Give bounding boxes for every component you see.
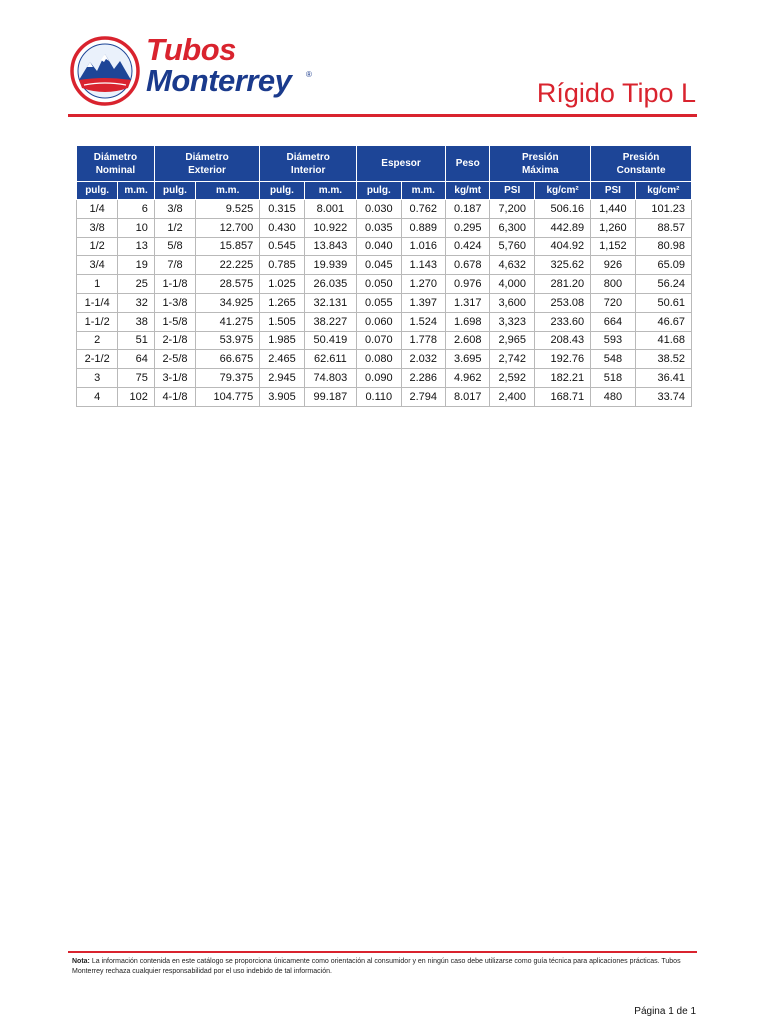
table-cell: 2 [77,331,118,350]
table-cell: 101.23 [635,200,691,219]
table-cell: 2.794 [401,387,445,406]
table-cell: 8.001 [304,200,356,219]
table-cell: 75 [118,369,155,388]
table-cell: 66.675 [196,350,260,369]
table-cell: 2.032 [401,350,445,369]
table-cell: 50.61 [635,293,691,312]
table-cell: 1.016 [401,237,445,256]
table-cell: 3 [77,369,118,388]
table-cell: 19 [118,256,155,275]
table-cell: 1.265 [260,293,304,312]
column-group-header [154,146,259,182]
table-cell: 0.060 [357,312,401,331]
table-cell: 3/8 [77,218,118,237]
table-row [77,331,692,350]
table-row [77,369,692,388]
table-cell: 253.08 [534,293,590,312]
table-cell: 2.286 [401,369,445,388]
table-cell: 13.843 [304,237,356,256]
table-cell: 3.695 [446,350,490,369]
table-cell: 13 [118,237,155,256]
table-cell: 1.143 [401,256,445,275]
table-cell: 5/8 [154,237,195,256]
table-cell: 1,260 [591,218,635,237]
table-cell: 0.785 [260,256,304,275]
table-cell: 0.030 [357,200,401,219]
table-row [77,350,692,369]
table-cell: 50.419 [304,331,356,350]
pipe-specifications-table [76,145,692,407]
unit-header: m.m. [304,182,356,200]
table-cell: 2,592 [490,369,534,388]
table-cell: 1.698 [446,312,490,331]
table-cell: 15.857 [196,237,260,256]
table-cell: 0.187 [446,200,490,219]
unit-header: pulg. [77,182,118,200]
table-cell: 34.925 [196,293,260,312]
table-cell: 0.040 [357,237,401,256]
table-cell: 442.89 [534,218,590,237]
table-cell: 1-1/4 [77,293,118,312]
table-cell: 74.803 [304,369,356,388]
table-cell: 2.608 [446,331,490,350]
table-cell: 2.945 [260,369,304,388]
brand-wordmark [146,34,291,97]
table-cell: 1/2 [77,237,118,256]
table-cell: 28.575 [196,275,260,294]
table-cell: 6 [118,200,155,219]
table-cell: 33.74 [635,387,691,406]
mountain-landscape-emblem-icon [70,36,140,106]
table-cell: 720 [591,293,635,312]
table-cell: 38 [118,312,155,331]
column-group-header-line1: Espesor [381,158,421,169]
page-number: Página 1 de 1 [634,1006,696,1017]
footer-divider [68,951,697,953]
table-cell: 2.465 [260,350,304,369]
table-units-header-row [77,182,692,200]
table-cell: 3/8 [154,200,195,219]
column-group-header-line2: Exterior [188,164,226,176]
note-label: Nota: [72,958,90,965]
table-cell: 4-1/8 [154,387,195,406]
table-cell: 5,760 [490,237,534,256]
table-cell: 2,400 [490,387,534,406]
table-cell: 104.775 [196,387,260,406]
table-cell: 518 [591,369,635,388]
table-cell: 8.017 [446,387,490,406]
table-cell: 22.225 [196,256,260,275]
table-cell: 0.889 [401,218,445,237]
table-cell: 1-5/8 [154,312,195,331]
table-cell: 4.962 [446,369,490,388]
column-group-header-line2: Máxima [521,164,559,176]
table-cell: 3,600 [490,293,534,312]
table-cell: 3/4 [77,256,118,275]
table-cell: 2-5/8 [154,350,195,369]
table-cell: 281.20 [534,275,590,294]
table-cell: 6,300 [490,218,534,237]
table-cell: 64 [118,350,155,369]
table-cell: 0.035 [357,218,401,237]
table-row [77,237,692,256]
table-cell: 41.275 [196,312,260,331]
column-group-header-line2: Constante [616,164,666,176]
unit-header: m.m. [196,182,260,200]
column-group-header [446,146,490,182]
table-row [77,275,692,294]
table-cell: 102 [118,387,155,406]
column-group-header [357,146,446,182]
column-group-header-line2: Interior [290,164,326,176]
table-cell: 62.611 [304,350,356,369]
table-row [77,312,692,331]
table-cell: 4,632 [490,256,534,275]
table-cell: 19.939 [304,256,356,275]
table-cell: 593 [591,331,635,350]
table-cell: 4 [77,387,118,406]
table-cell: 1 [77,275,118,294]
column-group-header [490,146,591,182]
table-cell: 10 [118,218,155,237]
unit-header: m.m. [401,182,445,200]
unit-header: kg/mt [446,182,490,200]
table-cell: 56.24 [635,275,691,294]
table-cell: 1.025 [260,275,304,294]
table-cell: 800 [591,275,635,294]
table-cell: 2,742 [490,350,534,369]
table-cell: 1.778 [401,331,445,350]
table-cell: 79.375 [196,369,260,388]
table-cell: 9.525 [196,200,260,219]
table-cell: 1/2 [154,218,195,237]
table-row [77,256,692,275]
table-cell: 926 [591,256,635,275]
table-body [77,200,692,407]
table-cell: 0.045 [357,256,401,275]
header-divider [68,114,697,117]
table-cell: 32.131 [304,293,356,312]
table-cell: 2-1/8 [154,331,195,350]
table-cell: 208.43 [534,331,590,350]
table-cell: 12.700 [196,218,260,237]
table-cell: 7,200 [490,200,534,219]
table-cell: 0.110 [357,387,401,406]
table-cell: 548 [591,350,635,369]
table-cell: 26.035 [304,275,356,294]
table-cell: 1.524 [401,312,445,331]
registered-mark: ® [306,70,312,79]
note-text: La información contenida en este catálogo se proporciona únicamente como orientación al consumidor y en ningún caso debe utilizarse como guía técnica para aplicaciones prácticas. Tubos Monterrey rechaza cualquier responsabilidad por el uso indebido de tal información. [72,958,681,975]
column-group-header-line1: Diámetro [286,151,330,163]
column-group-header [260,146,357,182]
table-group-header-row [77,146,692,182]
table-cell: 404.92 [534,237,590,256]
table-cell: 38.52 [635,350,691,369]
table-row [77,293,692,312]
table-cell: 0.295 [446,218,490,237]
table-cell: 0.545 [260,237,304,256]
table-cell: 2-1/2 [77,350,118,369]
brand-name-line1: Tubos [146,32,236,67]
table-cell: 36.41 [635,369,691,388]
column-group-header [591,146,692,182]
table-cell: 0.424 [446,237,490,256]
table-cell: 1.397 [401,293,445,312]
table-cell: 1-1/8 [154,275,195,294]
table-cell: 7/8 [154,256,195,275]
column-group-header-line1: Diámetro [93,151,138,163]
table-cell: 0.070 [357,331,401,350]
table-cell: 3-1/8 [154,369,195,388]
brand-name-line2: Monterrey [146,63,292,98]
table-cell: 1-3/8 [154,293,195,312]
disclaimer-note [72,957,697,976]
unit-header: kg/cm² [635,182,691,200]
column-group-header-line2: Nominal [95,164,136,176]
table-cell: 41.68 [635,331,691,350]
table-cell: 65.09 [635,256,691,275]
table-cell: 0.050 [357,275,401,294]
table-cell: 1.985 [260,331,304,350]
table-cell: 168.71 [534,387,590,406]
column-group-header-line1: Diámetro [185,151,229,163]
table-cell: 480 [591,387,635,406]
table-cell: 46.67 [635,312,691,331]
table-cell: 0.080 [357,350,401,369]
table-cell: 4,000 [490,275,534,294]
unit-header: kg/cm² [534,182,590,200]
product-title: Rígido Tipo L [536,78,696,108]
table-cell: 233.60 [534,312,590,331]
unit-header: pulg. [260,182,304,200]
table-row [77,387,692,406]
table-cell: 664 [591,312,635,331]
table-cell: 0.090 [357,369,401,388]
table-row [77,218,692,237]
table-cell: 53.975 [196,331,260,350]
table-cell: 80.98 [635,237,691,256]
table-cell: 0.976 [446,275,490,294]
table-cell: 1-1/2 [77,312,118,331]
table-cell: 2,965 [490,331,534,350]
column-group-header-line1: Presión [521,151,559,163]
table-cell: 99.187 [304,387,356,406]
table-cell: 1/4 [77,200,118,219]
table-cell: 0.315 [260,200,304,219]
table-cell: 3.905 [260,387,304,406]
unit-header: pulg. [154,182,195,200]
table-cell: 0.678 [446,256,490,275]
column-group-header-line1: Peso [455,158,480,169]
table-cell: 1.505 [260,312,304,331]
table-cell: 10.922 [304,218,356,237]
table-cell: 1,440 [591,200,635,219]
table-cell: 32 [118,293,155,312]
table-cell: 325.62 [534,256,590,275]
table-cell: 0.055 [357,293,401,312]
table-cell: 192.76 [534,350,590,369]
table-cell: 1.270 [401,275,445,294]
unit-header: m.m. [118,182,155,200]
table-cell: 51 [118,331,155,350]
table-cell: 38.227 [304,312,356,331]
table-cell: 88.57 [635,218,691,237]
unit-header: PSI [591,182,635,200]
document-header [0,0,768,120]
table-cell: 3,323 [490,312,534,331]
table-cell: 182.21 [534,369,590,388]
table-cell: 0.762 [401,200,445,219]
unit-header: PSI [490,182,534,200]
table-row [77,200,692,219]
table-cell: 0.430 [260,218,304,237]
table-cell: 506.16 [534,200,590,219]
table-cell: 25 [118,275,155,294]
table-cell: 1,152 [591,237,635,256]
column-group-header-line1: Presión [622,151,660,163]
column-group-header [77,146,155,182]
table-cell: 1.317 [446,293,490,312]
unit-header: pulg. [357,182,401,200]
